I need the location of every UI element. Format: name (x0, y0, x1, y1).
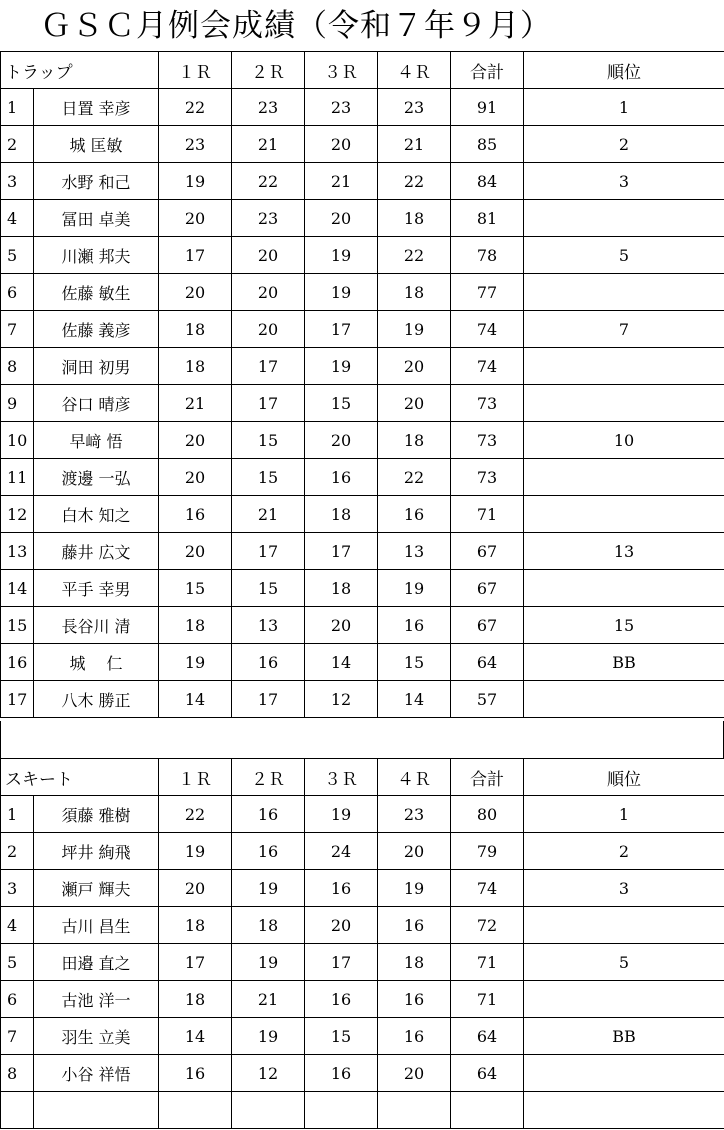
total-score-cell: 72 (451, 907, 524, 944)
total-score-cell: 85 (451, 126, 524, 163)
column-header-1r: １Ｒ (159, 52, 232, 89)
total-score-cell: 64 (451, 1018, 524, 1055)
round-4-score-cell: 23 (378, 796, 451, 833)
round-1-score-cell: 22 (159, 89, 232, 126)
round-2-score-cell: 21 (232, 126, 305, 163)
round-2-score-cell: 20 (232, 237, 305, 274)
round-3-score-cell: 20 (305, 607, 378, 644)
round-4-score-cell: 15 (378, 644, 451, 681)
total-score-cell: 77 (451, 274, 524, 311)
round-1-score-cell: 19 (159, 833, 232, 870)
table-row (1, 459, 724, 496)
table-row (1, 348, 724, 385)
rank-cell: 2 (524, 833, 724, 870)
total-score-cell: 74 (451, 870, 524, 907)
round-3-score-cell: 18 (305, 570, 378, 607)
round-2-score-cell: 16 (232, 796, 305, 833)
round-2-score-cell: 21 (232, 496, 305, 533)
round-1-score-cell: 17 (159, 237, 232, 274)
player-name-cell: 佐藤 敏生 (34, 274, 159, 311)
rank-cell (524, 385, 724, 422)
row-number-cell: 3 (1, 870, 34, 907)
round-3-score-cell: 16 (305, 981, 378, 1018)
round-2-score-cell: 15 (232, 422, 305, 459)
round-3-score-cell: 17 (305, 311, 378, 348)
round-3-score-cell: 20 (305, 907, 378, 944)
column-header-total: 合計 (451, 759, 524, 796)
rank-cell: 3 (524, 870, 724, 907)
player-name-cell: 古川 昌生 (34, 907, 159, 944)
round-2-score-cell: 17 (232, 533, 305, 570)
round-3-score-cell: 16 (305, 870, 378, 907)
player-name-cell: 小谷 祥悟 (34, 1055, 159, 1092)
column-header-4r: ４Ｒ (378, 759, 451, 796)
round-3-score-cell: 16 (305, 459, 378, 496)
table-row (1, 644, 724, 681)
player-name-cell: 平手 幸男 (34, 570, 159, 607)
player-name-cell: 谷口 晴彦 (34, 385, 159, 422)
total-score-cell: 91 (451, 89, 524, 126)
round-3-score-cell: 21 (305, 163, 378, 200)
round-3-score-cell: 15 (305, 1018, 378, 1055)
column-header-1r: １Ｒ (159, 759, 232, 796)
row-number-cell: 4 (1, 200, 34, 237)
round-3-score-cell: 19 (305, 796, 378, 833)
total-score-cell: 73 (451, 459, 524, 496)
table-row (1, 533, 724, 570)
total-score-cell: 79 (451, 833, 524, 870)
round-1-score-cell: 20 (159, 533, 232, 570)
total-score-cell: 64 (451, 644, 524, 681)
trap-results-body (1, 52, 724, 718)
round-3-score-cell: 12 (305, 681, 378, 718)
round-1-score-cell: 19 (159, 163, 232, 200)
column-header-3r: ３Ｒ (305, 759, 378, 796)
round-4-score-cell: 18 (378, 422, 451, 459)
row-number-cell: 13 (1, 533, 34, 570)
player-name-cell: 古池 洋一 (34, 981, 159, 1018)
rank-cell: BB (524, 1018, 724, 1055)
player-name-cell: 坪井 絢飛 (34, 833, 159, 870)
round-3-score-cell: 17 (305, 944, 378, 981)
total-score-cell: 73 (451, 385, 524, 422)
round-3-score-cell (305, 1092, 378, 1129)
round-2-score-cell: 12 (232, 1055, 305, 1092)
rank-cell: BB (524, 644, 724, 681)
row-number-cell (1, 1092, 34, 1129)
row-number-cell: 5 (1, 944, 34, 981)
player-name-cell: 早﨑 悟 (34, 422, 159, 459)
table-row (1, 89, 724, 126)
round-1-score-cell: 17 (159, 944, 232, 981)
table-row (1, 126, 724, 163)
rank-cell: 1 (524, 796, 724, 833)
round-4-score-cell: 22 (378, 237, 451, 274)
rank-cell: 3 (524, 163, 724, 200)
player-name-cell: 佐藤 義彦 (34, 311, 159, 348)
row-number-cell: 8 (1, 348, 34, 385)
column-header-rank: 順位 (524, 52, 724, 89)
rank-cell (524, 1055, 724, 1092)
round-3-score-cell: 16 (305, 1055, 378, 1092)
section-spacer (0, 721, 724, 758)
column-header-2r: ２Ｒ (232, 759, 305, 796)
round-1-score-cell: 22 (159, 796, 232, 833)
round-4-score-cell: 18 (378, 274, 451, 311)
round-1-score-cell: 20 (159, 274, 232, 311)
total-score-cell: 71 (451, 944, 524, 981)
round-4-score-cell: 19 (378, 570, 451, 607)
round-4-score-cell: 21 (378, 126, 451, 163)
player-name-cell: 須藤 雅樹 (34, 796, 159, 833)
player-name-cell (34, 1092, 159, 1129)
player-name-cell: 白木 知之 (34, 496, 159, 533)
round-1-score-cell: 18 (159, 348, 232, 385)
table-row (1, 944, 724, 981)
round-4-score-cell: 20 (378, 833, 451, 870)
round-3-score-cell: 19 (305, 237, 378, 274)
round-4-score-cell: 16 (378, 607, 451, 644)
round-2-score-cell: 23 (232, 200, 305, 237)
skeet-header-row (1, 759, 724, 796)
total-score-cell: 78 (451, 237, 524, 274)
round-1-score-cell: 18 (159, 607, 232, 644)
column-header-2r: ２Ｒ (232, 52, 305, 89)
round-3-score-cell: 15 (305, 385, 378, 422)
player-name-cell: 藤井 広文 (34, 533, 159, 570)
rank-cell: 15 (524, 607, 724, 644)
round-2-score-cell: 15 (232, 570, 305, 607)
rank-cell: 13 (524, 533, 724, 570)
rank-cell (524, 1092, 724, 1129)
round-1-score-cell (159, 1092, 232, 1129)
table-row (1, 981, 724, 1018)
rank-cell (524, 570, 724, 607)
table-row (1, 681, 724, 718)
round-4-score-cell: 19 (378, 870, 451, 907)
round-4-score-cell: 22 (378, 163, 451, 200)
round-1-score-cell: 15 (159, 570, 232, 607)
row-number-cell: 2 (1, 126, 34, 163)
player-name-cell: 日置 幸彦 (34, 89, 159, 126)
table-row (1, 833, 724, 870)
total-score-cell: 74 (451, 348, 524, 385)
row-number-cell: 1 (1, 89, 34, 126)
table-row (1, 870, 724, 907)
row-number-cell: 12 (1, 496, 34, 533)
round-2-score-cell: 15 (232, 459, 305, 496)
rank-cell (524, 907, 724, 944)
table-row (1, 1018, 724, 1055)
table-row (1, 570, 724, 607)
total-score-cell: 67 (451, 533, 524, 570)
round-3-score-cell: 24 (305, 833, 378, 870)
table-row (1, 200, 724, 237)
round-2-score-cell: 19 (232, 1018, 305, 1055)
total-score-cell: 67 (451, 570, 524, 607)
player-name-cell: 城 仁 (34, 644, 159, 681)
round-4-score-cell: 16 (378, 907, 451, 944)
round-4-score-cell: 16 (378, 981, 451, 1018)
round-2-score-cell: 23 (232, 89, 305, 126)
table-row (1, 496, 724, 533)
round-1-score-cell: 14 (159, 681, 232, 718)
round-2-score-cell: 16 (232, 833, 305, 870)
round-4-score-cell: 19 (378, 311, 451, 348)
total-score-cell: 80 (451, 796, 524, 833)
column-header-total: 合計 (451, 52, 524, 89)
rank-cell (524, 496, 724, 533)
rank-cell: 2 (524, 126, 724, 163)
round-1-score-cell: 21 (159, 385, 232, 422)
round-3-score-cell: 19 (305, 348, 378, 385)
round-4-score-cell: 16 (378, 496, 451, 533)
round-2-score-cell: 17 (232, 348, 305, 385)
table-row (1, 1055, 724, 1092)
row-number-cell: 3 (1, 163, 34, 200)
round-2-score-cell: 22 (232, 163, 305, 200)
table-row (1, 907, 724, 944)
total-score-cell: 74 (451, 311, 524, 348)
row-number-cell: 17 (1, 681, 34, 718)
skeet-section-label: スキート (1, 759, 159, 796)
round-3-score-cell: 20 (305, 422, 378, 459)
total-score-cell: 64 (451, 1055, 524, 1092)
player-name-cell: 羽生 立美 (34, 1018, 159, 1055)
skeet-results-body (1, 759, 724, 1129)
table-row (1, 311, 724, 348)
rank-cell: 5 (524, 237, 724, 274)
round-3-score-cell: 20 (305, 126, 378, 163)
player-name-cell: 瀬戸 輝夫 (34, 870, 159, 907)
round-4-score-cell: 13 (378, 533, 451, 570)
round-2-score-cell: 21 (232, 981, 305, 1018)
round-2-score-cell: 19 (232, 944, 305, 981)
player-name-cell: 渡邊 一弘 (34, 459, 159, 496)
rank-cell (524, 348, 724, 385)
round-3-score-cell: 23 (305, 89, 378, 126)
row-number-cell: 1 (1, 796, 34, 833)
round-4-score-cell: 18 (378, 200, 451, 237)
round-4-score-cell: 14 (378, 681, 451, 718)
round-1-score-cell: 20 (159, 422, 232, 459)
rank-cell (524, 981, 724, 1018)
rank-cell: 5 (524, 944, 724, 981)
total-score-cell: 71 (451, 496, 524, 533)
round-2-score-cell (232, 1092, 305, 1129)
trap-results-table (0, 51, 724, 718)
round-1-score-cell: 16 (159, 496, 232, 533)
rank-cell (524, 459, 724, 496)
skeet-results-table (0, 758, 724, 1129)
trap-header-row (1, 52, 724, 89)
rank-cell (524, 274, 724, 311)
round-1-score-cell: 14 (159, 1018, 232, 1055)
round-1-score-cell: 18 (159, 907, 232, 944)
row-number-cell: 14 (1, 570, 34, 607)
round-2-score-cell: 17 (232, 385, 305, 422)
round-2-score-cell: 18 (232, 907, 305, 944)
trap-section-label: トラップ (1, 52, 159, 89)
total-score-cell: 71 (451, 981, 524, 1018)
round-1-score-cell: 16 (159, 1055, 232, 1092)
rank-cell: 1 (524, 89, 724, 126)
row-number-cell: 7 (1, 311, 34, 348)
round-1-score-cell: 18 (159, 311, 232, 348)
total-score-cell: 84 (451, 163, 524, 200)
round-2-score-cell: 20 (232, 311, 305, 348)
row-number-cell: 8 (1, 1055, 34, 1092)
column-header-rank: 順位 (524, 759, 724, 796)
round-4-score-cell: 20 (378, 385, 451, 422)
table-row (1, 422, 724, 459)
total-score-cell: 73 (451, 422, 524, 459)
total-score-cell: 67 (451, 607, 524, 644)
row-number-cell: 15 (1, 607, 34, 644)
player-name-cell: 川瀬 邦夫 (34, 237, 159, 274)
row-number-cell: 4 (1, 907, 34, 944)
table-row (1, 607, 724, 644)
total-score-cell (451, 1092, 524, 1129)
round-1-score-cell: 20 (159, 870, 232, 907)
round-3-score-cell: 18 (305, 496, 378, 533)
total-score-cell: 57 (451, 681, 524, 718)
round-3-score-cell: 19 (305, 274, 378, 311)
rank-cell: 10 (524, 422, 724, 459)
player-name-cell: 田邉 直之 (34, 944, 159, 981)
player-name-cell: 洞田 初男 (34, 348, 159, 385)
rank-cell (524, 681, 724, 718)
round-4-score-cell: 16 (378, 1018, 451, 1055)
rank-cell (524, 200, 724, 237)
round-2-score-cell: 20 (232, 274, 305, 311)
table-row (1, 274, 724, 311)
round-1-score-cell: 23 (159, 126, 232, 163)
round-2-score-cell: 19 (232, 870, 305, 907)
round-3-score-cell: 17 (305, 533, 378, 570)
player-name-cell: 冨田 卓美 (34, 200, 159, 237)
row-number-cell: 5 (1, 237, 34, 274)
round-1-score-cell: 20 (159, 459, 232, 496)
table-row (1, 796, 724, 833)
row-number-cell: 6 (1, 274, 34, 311)
table-row (1, 237, 724, 274)
row-number-cell: 2 (1, 833, 34, 870)
player-name-cell: 長谷川 清 (34, 607, 159, 644)
row-number-cell: 9 (1, 385, 34, 422)
row-number-cell: 7 (1, 1018, 34, 1055)
round-2-score-cell: 16 (232, 644, 305, 681)
round-2-score-cell: 13 (232, 607, 305, 644)
round-3-score-cell: 14 (305, 644, 378, 681)
rank-cell: 7 (524, 311, 724, 348)
table-row (1, 1092, 724, 1129)
player-name-cell: 八木 勝正 (34, 681, 159, 718)
column-header-4r: ４Ｒ (378, 52, 451, 89)
player-name-cell: 城 匡敏 (34, 126, 159, 163)
row-number-cell: 10 (1, 422, 34, 459)
player-name-cell: 水野 和己 (34, 163, 159, 200)
total-score-cell: 81 (451, 200, 524, 237)
table-row (1, 385, 724, 422)
round-4-score-cell: 22 (378, 459, 451, 496)
round-3-score-cell: 20 (305, 200, 378, 237)
round-1-score-cell: 20 (159, 200, 232, 237)
round-2-score-cell: 17 (232, 681, 305, 718)
round-4-score-cell: 20 (378, 348, 451, 385)
round-4-score-cell: 23 (378, 89, 451, 126)
row-number-cell: 11 (1, 459, 34, 496)
round-1-score-cell: 18 (159, 981, 232, 1018)
row-number-cell: 16 (1, 644, 34, 681)
column-header-3r: ３Ｒ (305, 52, 378, 89)
page-title: ＧＳＣ月例会成績（令和７年９月） (40, 8, 552, 44)
row-number-cell: 6 (1, 981, 34, 1018)
round-4-score-cell: 18 (378, 944, 451, 981)
round-4-score-cell: 20 (378, 1055, 451, 1092)
table-row (1, 163, 724, 200)
round-4-score-cell (378, 1092, 451, 1129)
round-1-score-cell: 19 (159, 644, 232, 681)
